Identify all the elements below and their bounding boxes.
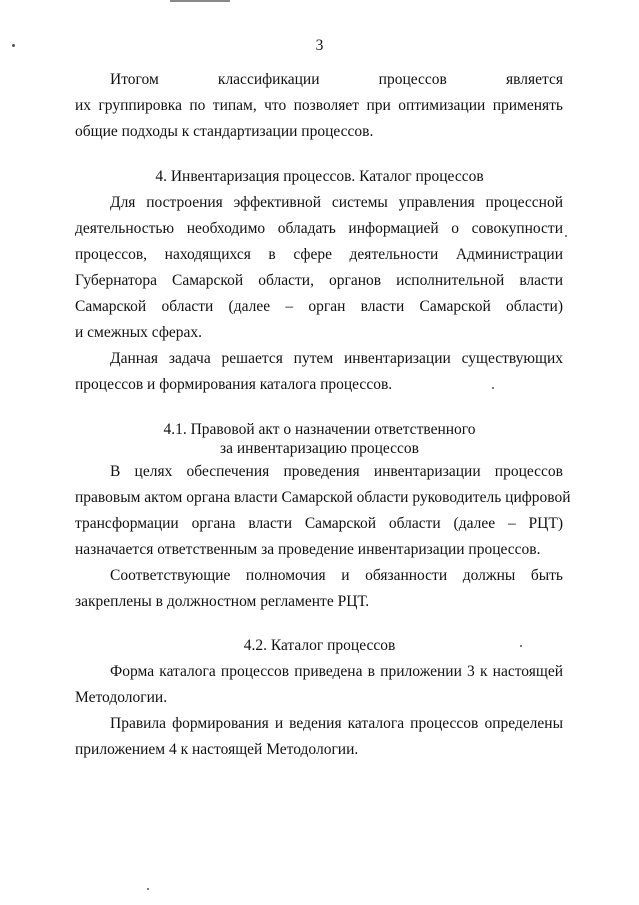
- section-4-2-para2-line: Правила формирования и ведения каталога процессов определены: [110, 715, 563, 732]
- scan-edge-mark: [170, 0, 230, 2]
- section-4-1-heading: за инвентаризацию процессов: [220, 440, 419, 457]
- section-4-1-heading: 4.1. Правовой акт о назначении ответственного: [163, 421, 476, 438]
- section-4-2-heading: 4.2. Каталог процессов: [243, 637, 396, 654]
- intro-line: Итогом классификации процессов является: [110, 71, 563, 88]
- section-4-2-para2-line: приложением 4 к настоящей Методологии.: [75, 741, 359, 758]
- section-4-para1-line: процессов, находящихся в сфере деятельности Администрации: [75, 246, 563, 263]
- section-4-para2-line: процессов и формирования каталога процессов.: [75, 376, 393, 393]
- section-4-1-para1-line: назначается ответственным за проведение инвентаризации процессов.: [75, 541, 541, 558]
- section-4-para1-line: и смежных сферах.: [75, 324, 203, 341]
- section-4-para1-line: Губернатора Самарской области, органов исполнительной власти: [75, 272, 563, 289]
- section-4-1-para1-line: В целях обеспечения проведения инвентаризации процессов: [110, 463, 563, 480]
- section-4-1-para1-line: трансформации органа власти Самарской области (далее – РЦТ): [75, 515, 563, 532]
- scan-speck: [565, 235, 567, 237]
- section-4-2-para1-line: Форма каталога процессов приведена в приложении 3 к настоящей: [110, 663, 563, 680]
- section-4-heading: 4. Инвентаризация процессов. Каталог процессов: [155, 168, 484, 185]
- section-4-1-para2-line: Соответствующие полномочия и обязанности должны быть: [110, 567, 563, 584]
- section-4-para1-line: Самарской области (далее – орган власти Самарской области): [75, 298, 563, 315]
- section-4-2-para1-line: Методологии.: [75, 689, 168, 706]
- section-4-para1-line: Для построения эффективной системы управления процессной: [110, 194, 563, 211]
- intro-line: общие подходы к стандартизации процессов.: [75, 123, 374, 140]
- intro-line: их группировка по типам, что позволяет при оптимизации применять: [75, 97, 563, 114]
- scan-speck: [147, 888, 149, 890]
- section-4-1-para2-line: закреплены в должностном регламенте РЦТ.: [75, 593, 370, 610]
- section-4-1-para1-line: правовым актом органа власти Самарской области руководитель цифровой: [75, 489, 571, 506]
- page-number: 3: [315, 37, 324, 54]
- section-4-para1-line: деятельностью необходимо обладать информацией о совокупности: [75, 220, 563, 237]
- section-4-para2-line: Данная задача решается путем инвентаризации существующих: [110, 350, 563, 367]
